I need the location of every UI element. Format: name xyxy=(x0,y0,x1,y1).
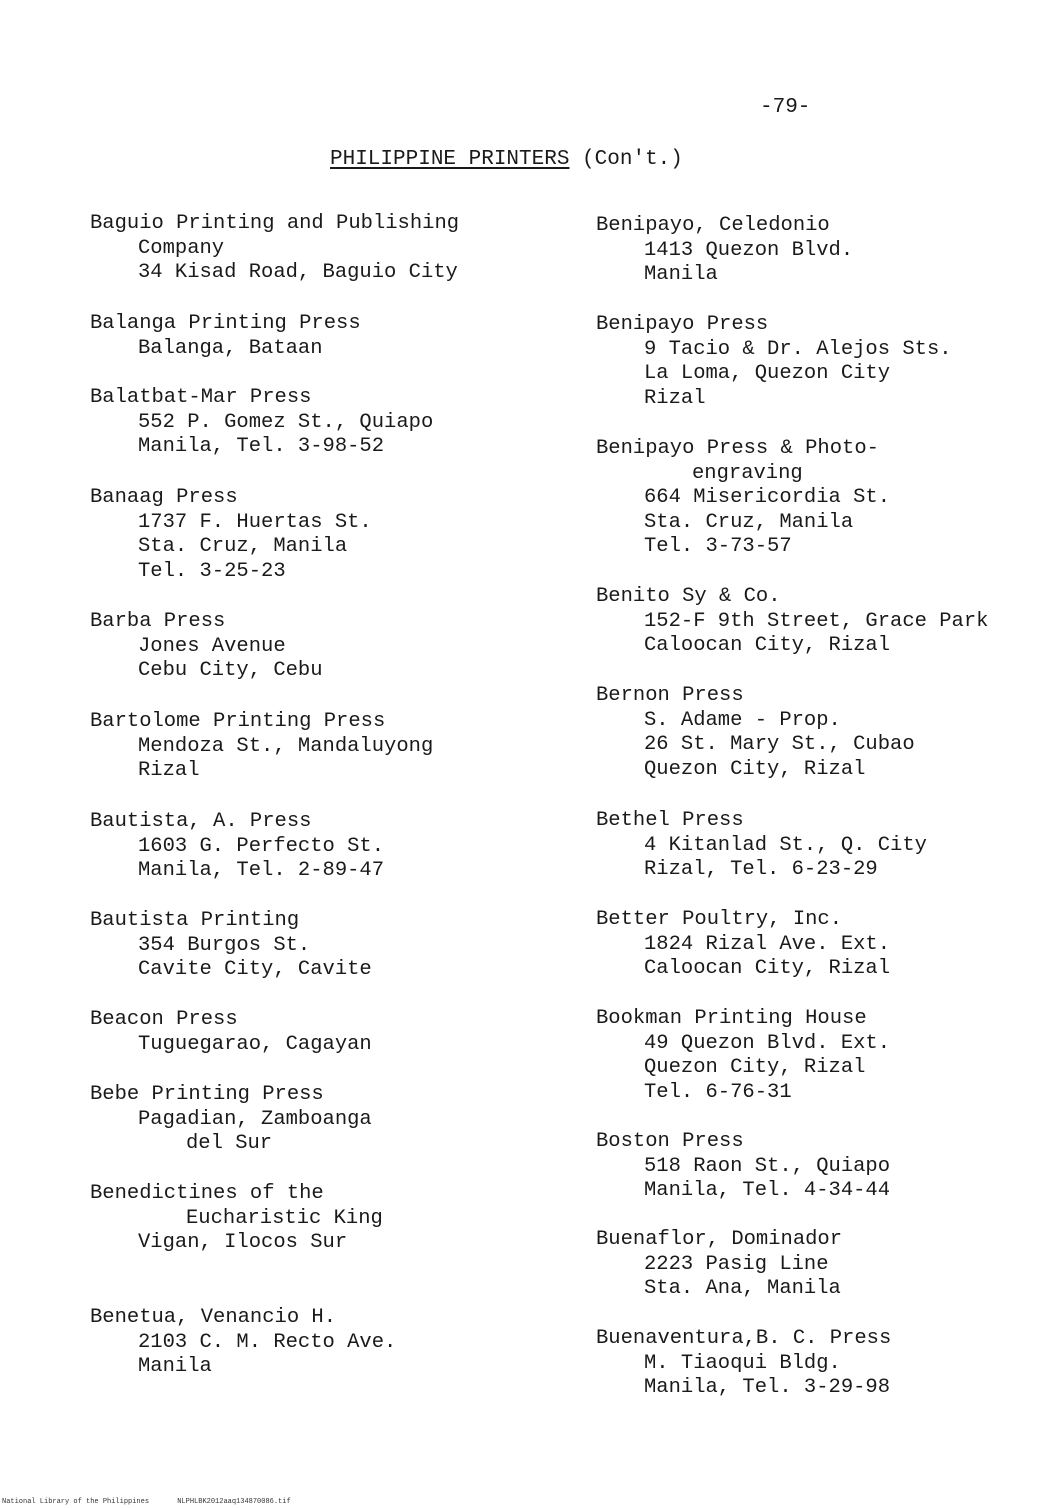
address-line: Tel. 3-73-57 xyxy=(644,535,792,559)
printer-name: Benipayo Press & Photo- xyxy=(596,437,879,460)
address-line: Sta. Ana, Manila xyxy=(644,1277,841,1301)
listing-entry xyxy=(90,909,372,983)
printer-name: Bebe Printing Press xyxy=(90,1083,324,1106)
printer-name: Bernon Press xyxy=(596,684,744,707)
listing-entry xyxy=(596,1130,890,1204)
listing-entry xyxy=(596,809,927,883)
address-line: 1824 Rizal Ave. Ext. xyxy=(644,932,891,956)
address-line: 2223 Pasig Line xyxy=(644,1252,829,1276)
address-line: 664 Misericordia St. xyxy=(644,486,891,510)
listing-entry xyxy=(90,610,323,684)
listing-entry xyxy=(90,312,361,361)
page-number: -79- xyxy=(760,96,811,119)
address-line: 552 P. Gomez St., Quiapo xyxy=(138,410,434,434)
printer-name: Benipayo Press xyxy=(596,313,769,336)
printer-name: Bookman Printing House xyxy=(596,1007,867,1030)
address-line: 1413 Quezon Blvd. xyxy=(644,238,854,262)
listing-entry xyxy=(596,313,952,411)
address-line: Cavite City, Cavite xyxy=(138,958,372,982)
printer-name: Better Poultry, Inc. xyxy=(596,908,843,931)
listing-entry xyxy=(90,212,459,286)
address-line: Tel. 6-76-31 xyxy=(644,1080,792,1104)
address-line: M. Tiaoqui Bldg. xyxy=(644,1351,841,1375)
printer-name: Boston Press xyxy=(596,1130,744,1153)
address-line: 152-F 9th Street, Grace Park xyxy=(644,609,989,633)
address-line: Balanga, Bataan xyxy=(138,336,323,360)
printer-name: Barba Press xyxy=(90,610,226,633)
address-line: Mendoza St., Mandaluyong xyxy=(138,734,434,758)
address-line: 49 Quezon Blvd. Ext. xyxy=(644,1031,891,1055)
listing-entry xyxy=(596,1327,891,1401)
printer-name: Baguio Printing and Publishing xyxy=(90,212,460,235)
address-line: engraving xyxy=(692,461,803,485)
printer-name: Balanga Printing Press xyxy=(90,312,361,335)
printer-name: Benito Sy & Co. xyxy=(596,585,781,608)
address-line: 354 Burgos St. xyxy=(138,933,311,957)
listing-entry xyxy=(90,386,433,460)
listing-entry xyxy=(596,1007,890,1105)
address-line: Cebu City, Cebu xyxy=(138,659,323,683)
address-line: Manila xyxy=(644,263,718,287)
address-line: Manila, Tel. 4-34-44 xyxy=(644,1179,891,1203)
address-line: La Loma, Quezon City xyxy=(644,362,891,386)
listing-entry xyxy=(596,684,915,782)
address-line: Quezon City, Rizal xyxy=(644,1056,866,1080)
printer-name: Buenaventura,B. C. Press xyxy=(596,1327,892,1350)
address-line: 4 Kitanlad St., Q. City xyxy=(644,833,927,857)
listing-entry xyxy=(90,1008,372,1057)
address-line: Manila, Tel. 3-98-52 xyxy=(138,435,385,459)
printer-name: Bautista, A. Press xyxy=(90,810,312,833)
title-continued: (Con't.) xyxy=(569,148,683,171)
listing-entry xyxy=(596,908,890,982)
listing-entry xyxy=(90,810,384,884)
printer-name: Balatbat-Mar Press xyxy=(90,386,312,409)
printer-name: Benedictines of the xyxy=(90,1182,324,1205)
address-line: Rizal, Tel. 6-23-29 xyxy=(644,858,878,882)
address-line: Manila, Tel. 3-29-98 xyxy=(644,1376,891,1400)
address-line: del Sur xyxy=(186,1132,273,1156)
address-line: Caloocan City, Rizal xyxy=(644,957,891,981)
address-line: 1603 G. Perfecto St. xyxy=(138,834,385,858)
scan-footer xyxy=(2,1498,315,1506)
address-line: Vigan, Ilocos Sur xyxy=(138,1231,348,1255)
address-line: 26 St. Mary St., Cubao xyxy=(644,733,915,757)
listing-entry xyxy=(90,1182,383,1256)
address-line: Manila xyxy=(138,1355,212,1379)
printer-name: Buenaflor, Dominador xyxy=(596,1228,843,1251)
address-line: S. Adame - Prop. xyxy=(644,708,841,732)
listing-entry xyxy=(90,1306,396,1380)
listing-entry xyxy=(596,437,890,560)
footer-library: National Library of the Philippines xyxy=(2,1498,150,1506)
listing-entry xyxy=(90,1083,372,1157)
listing-entry xyxy=(90,710,433,784)
address-line: Rizal xyxy=(644,386,706,410)
printer-name: Benetua, Venancio H. xyxy=(90,1306,337,1329)
printer-name: Benipayo, Celedonio xyxy=(596,214,830,237)
address-line: 34 Kisad Road, Baguio City xyxy=(138,261,458,285)
listing-entry xyxy=(596,585,988,659)
address-line: Jones Avenue xyxy=(138,634,286,658)
address-line: Sta. Cruz, Manila xyxy=(138,535,348,559)
title-main: PHILIPPINE PRINTERS xyxy=(330,148,570,171)
address-line: 1737 F. Huertas St. xyxy=(138,510,372,534)
printer-name: Bartolome Printing Press xyxy=(90,710,386,733)
address-line: Sta. Cruz, Manila xyxy=(644,510,854,534)
address-line: 518 Raon St., Quiapo xyxy=(644,1154,891,1178)
address-line: Manila, Tel. 2-89-47 xyxy=(138,859,385,883)
address-line: Tuguegarao, Cagayan xyxy=(138,1032,372,1056)
printer-name: Banaag Press xyxy=(90,486,238,509)
address-line: Company xyxy=(138,236,225,260)
address-line: 9 Tacio & Dr. Alejos Sts. xyxy=(644,337,952,361)
printer-name: Bethel Press xyxy=(596,809,744,832)
address-line: Pagadian, Zamboanga xyxy=(138,1107,372,1131)
address-line: Rizal xyxy=(138,759,200,783)
address-line: Quezon City, Rizal xyxy=(644,757,866,781)
listing-entry xyxy=(596,1228,842,1302)
page-title xyxy=(330,148,683,171)
address-line: Tel. 3-25-23 xyxy=(138,559,286,583)
printer-name: Beacon Press xyxy=(90,1008,238,1031)
address-line: 2103 C. M. Recto Ave. xyxy=(138,1330,397,1354)
listing-entry xyxy=(596,214,853,288)
listing-entry xyxy=(90,486,372,584)
printer-name: Bautista Printing xyxy=(90,909,300,932)
address-line: Eucharistic King xyxy=(186,1206,383,1230)
footer-file-id: NLPHLBK2012aaq134870086.tif xyxy=(177,1498,291,1506)
address-line: Caloocan City, Rizal xyxy=(644,634,891,658)
